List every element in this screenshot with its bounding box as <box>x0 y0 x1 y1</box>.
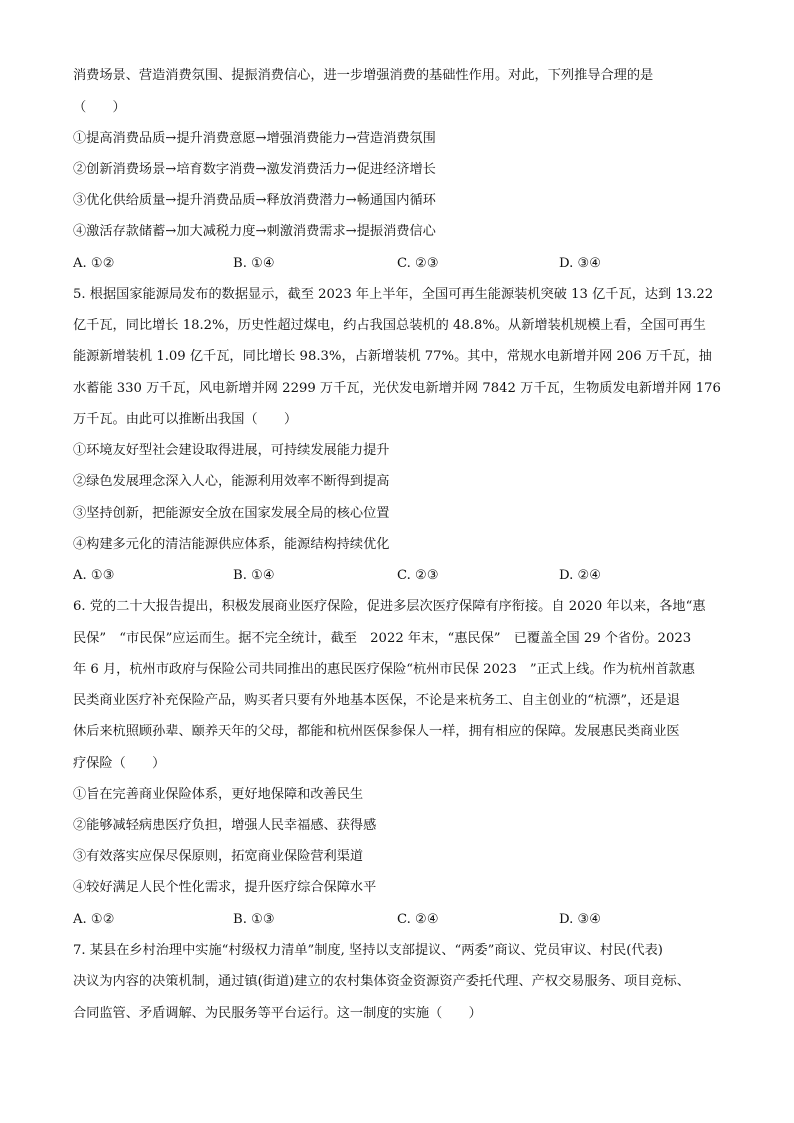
q4-option-b: B. ①④ <box>233 256 275 271</box>
q6-options <box>73 911 733 929</box>
q5-options <box>73 567 733 585</box>
q4-item-1: ①提高消费品质→提升消费意愿→增强消费能力→营造消费氛围 <box>73 131 436 146</box>
q5-option-c: C. ②③ <box>397 568 439 583</box>
q4-stem: 消费场景、营造消费氛围、提振消费信心，进一步增强消费的基础性作用。对此，下列推导合理的是 <box>73 68 654 83</box>
q6-item-2: ②能够减轻病患医疗负担，增强人民幸福感、获得感 <box>73 818 377 833</box>
q5-item-4: ④构建多元化的清洁能源供应体系，能源结构持续优化 <box>73 537 390 552</box>
q5-stem-line-3: 能源新增装机 1.09 亿千瓦，同比增长 98.3%，占新增装机 77%。其中，常规水电新增并网 206 万千瓦，抽 <box>73 349 712 364</box>
q6-option-b: B. ①③ <box>233 912 275 927</box>
q5-stem-line-1: 5. 根据国家能源局发布的数据显示，截至 2023 年上半年，全国可再生能源装机突破 13 亿千瓦，达到 13.22 <box>73 287 714 302</box>
q4-blank: （ ） <box>73 100 126 115</box>
q7-stem-line-1: 7. 某县在乡村治理中实施“村级权力清单”制度, 坚持以支部提议、“两委”商议、党员审议、村民(代表) <box>73 943 663 958</box>
q6-stem-line-4: 民类商业医疗补充保险产品，购买者只要有外地基本医保，不论是来杭务工、自主创业的“杭漂”，还是退 <box>73 693 680 708</box>
q4-item-3: ③优化供给质量→提升消费品质→释放消费潜力→畅通国内循环 <box>73 193 436 208</box>
q6-item-3: ③有效落实应保尽保原则，拓宽商业保险营利渠道 <box>73 849 364 864</box>
q5-option-d: D. ②④ <box>559 568 602 583</box>
q5-item-1: ①环境友好型社会建设取得进展，可持续发展能力提升 <box>73 443 390 458</box>
q6-item-4: ④较好满足人民个性化需求，提升医疗综合保障水平 <box>73 880 377 895</box>
q6-stem-line-3: 年 6 月，杭州市政府与保险公司共同推出的惠民医疗保险“杭州市民保 2023 ”正式上线。作为杭州首款惠 <box>73 662 695 677</box>
q5-option-a: A. ①③ <box>73 568 115 583</box>
q4-option-d: D. ③④ <box>559 256 602 271</box>
q4-options <box>73 255 733 273</box>
q7-stem-line-2: 决议为内容的决策机制，通过镇(街道)建立的农村集体资金资源资产委托代理、产权交易服务、项目竞标、 <box>73 974 690 989</box>
q4-item-4: ④激活存款储蓄→加大减税力度→刺激消费需求→提振消费信心 <box>73 224 436 239</box>
q5-stem-line-2: 亿千瓦，同比增长 18.2%，历史性超过煤电，约占我国总装机的 48.8%。从新增装机规模上看，全国可再生 <box>73 318 706 333</box>
q5-option-b: B. ①④ <box>233 568 275 583</box>
q4-item-2: ②创新消费场景→培育数字消费→激发消费活力→促进经济增长 <box>73 162 436 177</box>
q7-stem-line-3: 合同监管、矛盾调解、为民服务等平台运行。这一制度的实施（ ） <box>73 1006 482 1021</box>
q5-stem-line-5: 万千瓦。由此可以推断出我国（ ） <box>73 412 298 427</box>
q6-option-c: C. ②④ <box>397 912 439 927</box>
q4-option-a: A. ①② <box>73 256 115 271</box>
q5-stem-line-4: 水蓄能 330 万千瓦，风电新增并网 2299 万千瓦，光伏发电新增并网 7842 万千瓦，生物质发电新增并网 176 <box>73 381 721 396</box>
q6-item-1: ①旨在完善商业保险体系，更好地保障和改善民生 <box>73 787 364 802</box>
q6-stem-line-1: 6. 党的二十大报告提出，积极发展商业医疗保险，促进多层次医疗保障有序衔接。自 2020 年以来，各地“惠 <box>73 599 706 614</box>
q6-stem-line-2: 民保” “市民保”应运而生。据不完全统计，截至 2022 年末，“惠民保” 已覆盖全国 29 个省份。2023 <box>73 631 692 646</box>
q5-item-3: ③坚持创新，把能源安全放在国家发展全局的核心位置 <box>73 506 390 521</box>
q4-option-c: C. ②③ <box>397 256 439 271</box>
q5-item-2: ②绿色发展理念深入人心，能源利用效率不断得到提高 <box>73 474 390 489</box>
q6-option-a: A. ①② <box>73 912 115 927</box>
q6-stem-line-6: 疗保险（ ） <box>73 756 166 771</box>
q6-stem-line-5: 休后来杭照顾孙辈、颐养天年的父母，都能和杭州医保参保人一样，拥有相应的保障。发展惠民类商业医 <box>73 724 680 739</box>
q6-option-d: D. ③④ <box>559 912 602 927</box>
